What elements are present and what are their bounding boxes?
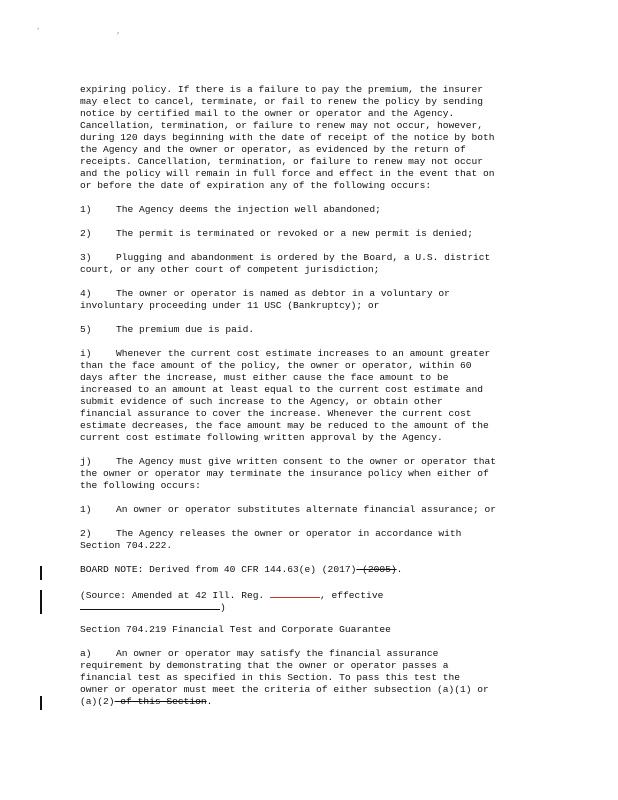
board-note-period: . <box>396 564 403 575</box>
list-item-5 <box>80 324 546 336</box>
text-line: owner or operator must meet the criteria of either subsection (a)(1) or <box>80 684 489 695</box>
document-body <box>80 84 546 720</box>
source-close-paren: ) <box>220 602 226 613</box>
text-line: requirement by demonstrating that the owner or operator passes a <box>80 660 449 671</box>
item-text: The permit is terminated or revoked or a new permit is denied; <box>116 228 473 239</box>
text-line: than the face amount of the policy, the owner or operator, within 60 <box>80 360 472 371</box>
item-number: 5) <box>80 324 92 335</box>
text-line: and the policy will remain in full force and effect in the event that on <box>80 168 495 179</box>
item-number: i) <box>80 348 92 359</box>
text-line: Section 704.222. <box>80 540 173 551</box>
item-text: An owner or operator substitutes alternate financial assurance; or <box>116 504 496 515</box>
text-line: submit evidence of such increase to the Agency, or obtain other <box>80 396 443 407</box>
board-note <box>80 564 546 576</box>
list-item-2 <box>80 228 546 240</box>
subsection-j <box>80 456 546 492</box>
item-text: The Agency must give written consent to the owner or operator that <box>116 456 496 467</box>
item-number: j) <box>80 456 92 467</box>
section-title: Section 704.219 Financial Test and Corporate Guarantee <box>80 624 391 635</box>
item-number: 3) <box>80 252 92 263</box>
item-text: An owner or operator may satisfy the financial assurance <box>116 648 439 659</box>
text-line: days after the increase, must either cause the face amount to be <box>80 372 449 383</box>
text-line: during 120 days beginning with the date of receipt of the notice by both <box>80 132 495 143</box>
item-number: 2) <box>80 528 92 539</box>
change-bar-source <box>40 590 42 614</box>
text-fragment: (a)(2) <box>80 696 115 707</box>
list2-item-1 <box>80 504 546 516</box>
text-line: financial assurance to cover the increase. Whenever the current cost <box>80 408 472 419</box>
item-number: 4) <box>80 288 92 299</box>
text-line: the Agency and the owner or operator, as evidenced by the return of <box>80 144 466 155</box>
board-note-struck-text: (2005) <box>356 564 397 575</box>
paragraph-continuation <box>80 84 546 192</box>
item-text: court, or any other court of competent jurisdiction; <box>80 264 380 275</box>
text-line: increased to an amount at least equal to the current cost estimate and <box>80 384 484 395</box>
effective-date-blank <box>80 600 220 610</box>
text-line: may elect to cancel, terminate, or fail to renew the policy by sending <box>80 96 484 107</box>
item-text: The Agency deems the injection well abandoned; <box>116 204 381 215</box>
text-line: Cancellation, termination, or failure to renew may not occur, however, <box>80 120 484 131</box>
list-item-4 <box>80 288 546 312</box>
text-line: estimate decreases, the face amount may be reduced to the amount of the <box>80 420 489 431</box>
item-number: 1) <box>80 504 92 515</box>
struck-text: of this Section <box>114 696 207 707</box>
section-heading <box>80 624 546 636</box>
text-line: the owner or operator may terminate the insurance policy when either of <box>80 468 489 479</box>
source-note <box>80 588 546 612</box>
item-number: 2) <box>80 228 92 239</box>
list-item-1 <box>80 204 546 216</box>
list-item-3 <box>80 252 546 276</box>
register-number-blank <box>270 588 320 598</box>
item-text: involuntary proceeding under 11 USC (Bankruptcy); or <box>80 300 380 311</box>
text-line: or before the date of expiration any of the following occurs: <box>80 180 432 191</box>
list2-item-2 <box>80 528 546 552</box>
item-text: The Agency releases the owner or operator in accordance with <box>116 528 462 539</box>
subsection-a <box>80 648 546 708</box>
subsection-i <box>80 348 546 444</box>
text-line: receipts. Cancellation, termination, or failure to renew may not occur <box>80 156 484 167</box>
text-line: notice by certified mail to the owner or operator and the Agency. <box>80 108 455 119</box>
scan-specks: ' , <box>36 28 157 36</box>
item-number: a) <box>80 648 92 659</box>
source-text: (Source: Amended at 42 Ill. Reg. <box>80 590 270 601</box>
text-fragment: . <box>206 696 213 707</box>
text-line: financial test as specified in this Section. To pass this test the <box>80 672 460 683</box>
change-bar-board-note <box>40 566 42 580</box>
item-text: Whenever the current cost estimate increases to an amount greater <box>116 348 491 359</box>
board-note-text: BOARD NOTE: Derived from 40 CFR 144.63(e) (2017) <box>80 564 357 575</box>
item-text: The owner or operator is named as debtor in a voluntary or <box>116 288 450 299</box>
text-line: the following occurs: <box>80 480 201 491</box>
item-number: 1) <box>80 204 92 215</box>
item-text: The premium due is paid. <box>116 324 255 335</box>
text-line: current cost estimate following written approval by the Agency. <box>80 432 443 443</box>
change-bar-section-a <box>40 696 42 710</box>
text-line: expiring policy. If there is a failure to pay the premium, the insurer <box>80 84 484 95</box>
item-text: Plugging and abandonment is ordered by the Board, a U.S. district <box>116 252 491 263</box>
source-effective-text: , effective <box>320 590 384 601</box>
